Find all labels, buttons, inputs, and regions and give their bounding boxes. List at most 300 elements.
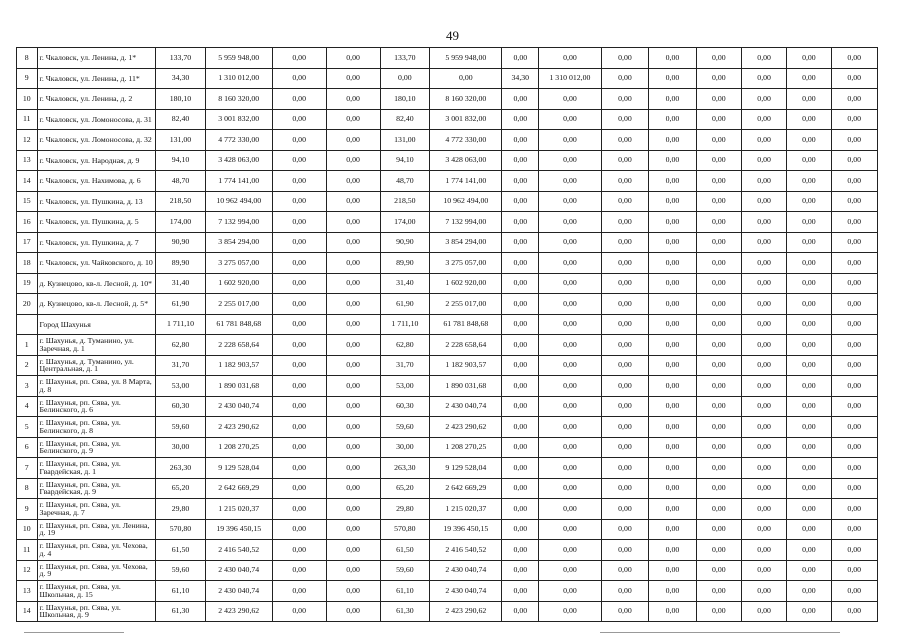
value-cell: 0,00 — [649, 150, 696, 171]
value-cell: 0,00 — [601, 130, 648, 151]
address-cell: г. Чкаловск, ул. Народная, д. 9 — [37, 150, 156, 171]
address-cell: г. Шахунья, рп. Сява, ул. Чехова, д. 4 — [37, 540, 156, 561]
value-cell: 61,30 — [380, 601, 430, 622]
value-cell: 0,00 — [380, 68, 430, 89]
value-cell: 0,00 — [649, 68, 696, 89]
value-cell: 0,00 — [787, 212, 831, 233]
value-cell: 0,00 — [601, 581, 648, 602]
row-number-cell: 9 — [17, 68, 38, 89]
value-cell: 82,40 — [380, 109, 430, 130]
table-row — [17, 171, 878, 192]
value-cell: 0,00 — [601, 560, 648, 581]
page-bottom-edge — [24, 632, 124, 633]
value-cell: 0,00 — [502, 376, 539, 397]
value-cell: 0,00 — [326, 232, 380, 253]
value-cell: 0,00 — [539, 581, 602, 602]
value-cell: 0,00 — [741, 437, 786, 458]
value-cell: 82,40 — [156, 109, 206, 130]
value-cell: 0,00 — [831, 150, 877, 171]
value-cell: 0,00 — [272, 601, 326, 622]
value-cell: 0,00 — [787, 232, 831, 253]
value-cell: 0,00 — [831, 499, 877, 520]
value-cell: 0,00 — [272, 314, 326, 335]
value-cell: 29,80 — [156, 499, 206, 520]
value-cell: 0,00 — [539, 150, 602, 171]
value-cell: 34,30 — [156, 68, 206, 89]
value-cell: 0,00 — [831, 560, 877, 581]
row-number-cell: 11 — [17, 540, 38, 561]
value-cell: 0,00 — [601, 437, 648, 458]
table-row — [17, 601, 878, 622]
table-row — [17, 499, 878, 520]
value-cell: 0,00 — [741, 150, 786, 171]
value-cell: 0,00 — [741, 335, 786, 356]
value-cell: 0,00 — [326, 212, 380, 233]
value-cell: 0,00 — [649, 335, 696, 356]
value-cell: 180,10 — [156, 89, 206, 110]
value-cell: 3 275 057,00 — [430, 253, 502, 274]
value-cell: 0,00 — [696, 68, 741, 89]
value-cell: 31,70 — [156, 355, 206, 376]
value-cell: 0,00 — [787, 48, 831, 69]
value-cell: 0,00 — [601, 48, 648, 69]
value-cell: 4 772 330,00 — [205, 130, 272, 151]
value-cell: 0,00 — [649, 191, 696, 212]
value-cell: 0,00 — [502, 89, 539, 110]
table-row — [17, 376, 878, 397]
value-cell: 0,00 — [272, 417, 326, 438]
value-cell: 0,00 — [326, 355, 380, 376]
value-cell: 0,00 — [649, 253, 696, 274]
value-cell: 0,00 — [787, 335, 831, 356]
value-cell: 0,00 — [326, 253, 380, 274]
value-cell: 0,00 — [539, 294, 602, 315]
value-cell: 31,40 — [380, 273, 430, 294]
value-cell: 0,00 — [741, 519, 786, 540]
value-cell: 0,00 — [502, 437, 539, 458]
address-cell: г. Шахунья, рп. Сява, ул. Белинского, д. 6 — [37, 396, 156, 417]
value-cell: 0,00 — [787, 519, 831, 540]
value-cell: 174,00 — [156, 212, 206, 233]
value-cell: 0,00 — [696, 253, 741, 274]
value-cell: 2 416 540,52 — [205, 540, 272, 561]
value-cell: 61,50 — [380, 540, 430, 561]
value-cell: 0,00 — [831, 232, 877, 253]
address-cell: г. Шахунья, рп. Сява, ул. Белинского, д. 8 — [37, 417, 156, 438]
value-cell: 0,00 — [502, 253, 539, 274]
value-cell: 0,00 — [741, 130, 786, 151]
value-cell: 0,00 — [649, 437, 696, 458]
value-cell: 2 416 540,52 — [430, 540, 502, 561]
value-cell: 0,00 — [539, 191, 602, 212]
value-cell: 0,00 — [601, 376, 648, 397]
value-cell: 0,00 — [649, 294, 696, 315]
value-cell: 0,00 — [741, 48, 786, 69]
value-cell: 59,60 — [156, 417, 206, 438]
value-cell: 0,00 — [787, 171, 831, 192]
table-row — [17, 130, 878, 151]
value-cell: 19 396 450,15 — [205, 519, 272, 540]
value-cell: 131,00 — [156, 130, 206, 151]
value-cell: 0,00 — [696, 109, 741, 130]
value-cell: 0,00 — [696, 396, 741, 417]
value-cell: 0,00 — [787, 89, 831, 110]
value-cell: 0,00 — [601, 601, 648, 622]
value-cell: 2 430 040,74 — [205, 560, 272, 581]
value-cell: 90,90 — [156, 232, 206, 253]
value-cell: 0,00 — [831, 396, 877, 417]
value-cell: 0,00 — [649, 417, 696, 438]
value-cell: 1 310 012,00 — [205, 68, 272, 89]
value-cell: 0,00 — [601, 478, 648, 499]
value-cell: 570,80 — [380, 519, 430, 540]
value-cell: 48,70 — [156, 171, 206, 192]
value-cell: 53,00 — [156, 376, 206, 397]
value-cell: 61,10 — [156, 581, 206, 602]
value-cell: 0,00 — [502, 396, 539, 417]
value-cell: 1 602 920,00 — [430, 273, 502, 294]
value-cell: 90,90 — [380, 232, 430, 253]
value-cell: 0,00 — [326, 519, 380, 540]
value-cell: 0,00 — [649, 314, 696, 335]
value-cell: 0,00 — [649, 273, 696, 294]
value-cell: 0,00 — [601, 89, 648, 110]
value-cell: 3 854 294,00 — [205, 232, 272, 253]
value-cell: 0,00 — [831, 355, 877, 376]
table-row — [17, 253, 878, 274]
value-cell: 0,00 — [272, 376, 326, 397]
value-cell: 180,10 — [380, 89, 430, 110]
value-cell: 0,00 — [696, 478, 741, 499]
value-cell: 0,00 — [326, 499, 380, 520]
value-cell: 0,00 — [696, 499, 741, 520]
row-number-cell: 13 — [17, 581, 38, 602]
page-bottom-edge — [600, 632, 840, 633]
value-cell: 0,00 — [539, 355, 602, 376]
value-cell: 0,00 — [272, 171, 326, 192]
value-cell: 0,00 — [326, 458, 380, 479]
value-cell: 1 182 903,57 — [205, 355, 272, 376]
value-cell: 0,00 — [326, 437, 380, 458]
value-cell: 0,00 — [601, 273, 648, 294]
table-row — [17, 540, 878, 561]
value-cell: 2 423 290,62 — [430, 417, 502, 438]
value-cell: 0,00 — [272, 396, 326, 417]
value-cell: 2 423 290,62 — [430, 601, 502, 622]
value-cell: 0,00 — [831, 191, 877, 212]
value-cell: 0,00 — [787, 458, 831, 479]
row-number-cell — [17, 314, 38, 335]
value-cell: 31,70 — [380, 355, 430, 376]
value-cell: 0,00 — [326, 601, 380, 622]
row-number-cell: 9 — [17, 499, 38, 520]
value-cell: 0,00 — [601, 396, 648, 417]
value-cell: 0,00 — [696, 89, 741, 110]
value-cell: 0,00 — [649, 478, 696, 499]
table-row — [17, 396, 878, 417]
table-row — [17, 478, 878, 499]
row-number-cell: 8 — [17, 478, 38, 499]
value-cell: 0,00 — [326, 314, 380, 335]
value-cell: 0,00 — [326, 191, 380, 212]
value-cell: 1 208 270,25 — [430, 437, 502, 458]
value-cell: 0,00 — [831, 212, 877, 233]
value-cell: 0,00 — [831, 478, 877, 499]
address-cell: г. Чкаловск, ул. Пушкина, д. 13 — [37, 191, 156, 212]
value-cell: 0,00 — [649, 601, 696, 622]
value-cell: 1 215 020,37 — [430, 499, 502, 520]
value-cell: 2 430 040,74 — [430, 581, 502, 602]
value-cell: 0,00 — [272, 212, 326, 233]
address-cell: г. Чкаловск, ул. Чайковского, д. 10 — [37, 253, 156, 274]
value-cell: 0,00 — [696, 335, 741, 356]
value-cell: 61,90 — [380, 294, 430, 315]
value-cell: 0,00 — [831, 68, 877, 89]
value-cell: 0,00 — [539, 519, 602, 540]
value-cell: 0,00 — [649, 232, 696, 253]
address-cell: г. Шахунья, рп. Сява, ул. Гвардейская, д. 9 — [37, 478, 156, 499]
value-cell: 1 208 270,25 — [205, 437, 272, 458]
row-number-cell: 7 — [17, 458, 38, 479]
value-cell: 0,00 — [741, 273, 786, 294]
value-cell: 0,00 — [272, 68, 326, 89]
page-number: 49 — [446, 28, 459, 43]
value-cell: 0,00 — [539, 232, 602, 253]
value-cell: 0,00 — [272, 335, 326, 356]
table-row — [17, 109, 878, 130]
value-cell: 0,00 — [787, 253, 831, 274]
value-cell: 0,00 — [326, 396, 380, 417]
table-row — [17, 273, 878, 294]
value-cell: 0,00 — [696, 581, 741, 602]
value-cell: 0,00 — [502, 560, 539, 581]
value-cell: 3 854 294,00 — [430, 232, 502, 253]
value-cell: 2 255 017,00 — [430, 294, 502, 315]
value-cell: 0,00 — [696, 519, 741, 540]
value-cell: 0,00 — [539, 314, 602, 335]
value-cell: 0,00 — [601, 314, 648, 335]
value-cell: 0,00 — [502, 130, 539, 151]
value-cell: 61,10 — [380, 581, 430, 602]
value-cell: 0,00 — [696, 540, 741, 561]
value-cell: 131,00 — [380, 130, 430, 151]
value-cell: 0,00 — [831, 109, 877, 130]
address-cell: г. Чкаловск, ул. Ленина, д. 11* — [37, 68, 156, 89]
value-cell: 0,00 — [696, 130, 741, 151]
value-cell: 0,00 — [601, 109, 648, 130]
value-cell: 60,30 — [380, 396, 430, 417]
address-cell: г. Шахунья, д. Туманино, ул. Центральная, д. 1 — [37, 355, 156, 376]
row-number-cell: 14 — [17, 601, 38, 622]
value-cell: 0,00 — [787, 499, 831, 520]
value-cell: 0,00 — [326, 68, 380, 89]
value-cell: 0,00 — [326, 581, 380, 602]
value-cell: 62,80 — [380, 335, 430, 356]
value-cell: 61,90 — [156, 294, 206, 315]
value-cell: 0,00 — [430, 68, 502, 89]
address-cell: г. Чкаловск, ул. Пушкина, д. 7 — [37, 232, 156, 253]
value-cell: 0,00 — [502, 458, 539, 479]
value-cell: 0,00 — [502, 355, 539, 376]
value-cell: 0,00 — [696, 171, 741, 192]
address-cell: д. Кузнецово, кв-л. Лесной, д. 10* — [37, 273, 156, 294]
value-cell: 0,00 — [831, 89, 877, 110]
value-cell: 0,00 — [502, 581, 539, 602]
value-cell: 0,00 — [601, 355, 648, 376]
value-cell: 0,00 — [649, 355, 696, 376]
value-cell: 0,00 — [649, 89, 696, 110]
value-cell: 0,00 — [787, 417, 831, 438]
value-cell: 7 132 994,00 — [430, 212, 502, 233]
value-cell: 0,00 — [502, 48, 539, 69]
value-cell: 59,60 — [380, 560, 430, 581]
value-cell: 0,00 — [601, 68, 648, 89]
value-cell: 7 132 994,00 — [205, 212, 272, 233]
value-cell: 3 428 063,00 — [205, 150, 272, 171]
row-number-cell: 11 — [17, 109, 38, 130]
row-number-cell: 10 — [17, 89, 38, 110]
value-cell: 174,00 — [380, 212, 430, 233]
value-cell: 0,00 — [539, 212, 602, 233]
value-cell: 0,00 — [831, 48, 877, 69]
value-cell: 2 430 040,74 — [205, 396, 272, 417]
value-cell: 59,60 — [380, 417, 430, 438]
value-cell: 0,00 — [787, 191, 831, 212]
value-cell: 0,00 — [741, 89, 786, 110]
value-cell: 0,00 — [741, 232, 786, 253]
table-row — [17, 191, 878, 212]
value-cell: 0,00 — [326, 540, 380, 561]
value-cell: 0,00 — [696, 232, 741, 253]
value-cell: 3 001 832,00 — [205, 109, 272, 130]
value-cell: 5 959 948,00 — [205, 48, 272, 69]
value-cell: 0,00 — [787, 150, 831, 171]
value-cell: 218,50 — [380, 191, 430, 212]
value-cell: 1 182 903,57 — [430, 355, 502, 376]
value-cell: 0,00 — [787, 376, 831, 397]
address-cell: г. Шахунья, рп. Сява, ул. Школьная, д. 9 — [37, 601, 156, 622]
value-cell: 10 962 494,00 — [430, 191, 502, 212]
value-cell: 0,00 — [787, 68, 831, 89]
row-number-cell: 4 — [17, 396, 38, 417]
value-cell: 1 310 012,00 — [539, 68, 602, 89]
value-cell: 0,00 — [787, 478, 831, 499]
table-row — [17, 68, 878, 89]
value-cell: 19 396 450,15 — [430, 519, 502, 540]
value-cell: 0,00 — [272, 355, 326, 376]
table-row — [17, 150, 878, 171]
value-cell: 0,00 — [696, 314, 741, 335]
value-cell: 0,00 — [696, 273, 741, 294]
value-cell: 10 962 494,00 — [205, 191, 272, 212]
value-cell: 0,00 — [601, 294, 648, 315]
table-row — [17, 417, 878, 438]
value-cell: 0,00 — [326, 150, 380, 171]
value-cell: 0,00 — [696, 294, 741, 315]
value-cell: 0,00 — [741, 499, 786, 520]
address-cell: г. Шахунья, д. Туманино, ул. Заречная, д. 1 — [37, 335, 156, 356]
value-cell: 0,00 — [272, 109, 326, 130]
value-cell: 0,00 — [539, 130, 602, 151]
table-row — [17, 581, 878, 602]
value-cell: 3 275 057,00 — [205, 253, 272, 274]
row-number-cell: 12 — [17, 130, 38, 151]
value-cell: 1 890 031,68 — [430, 376, 502, 397]
value-cell: 0,00 — [326, 130, 380, 151]
address-cell: г. Шахунья, рп. Сява, ул. Чехова, д. 9 — [37, 560, 156, 581]
address-cell: г. Чкаловск, ул. Пушкина, д. 5 — [37, 212, 156, 233]
value-cell: 0,00 — [649, 171, 696, 192]
value-cell: 94,10 — [380, 150, 430, 171]
value-cell: 0,00 — [601, 417, 648, 438]
value-cell: 0,00 — [601, 540, 648, 561]
value-cell: 0,00 — [649, 499, 696, 520]
address-cell: г. Чкаловск, ул. Ломоносова, д. 31 — [37, 109, 156, 130]
value-cell: 0,00 — [831, 581, 877, 602]
value-cell: 0,00 — [741, 171, 786, 192]
value-cell: 0,00 — [326, 109, 380, 130]
value-cell: 94,10 — [156, 150, 206, 171]
value-cell: 0,00 — [831, 540, 877, 561]
value-cell: 9 129 528,04 — [430, 458, 502, 479]
value-cell: 30,00 — [380, 437, 430, 458]
value-cell: 0,00 — [502, 314, 539, 335]
value-cell: 0,00 — [831, 294, 877, 315]
value-cell: 0,00 — [696, 437, 741, 458]
value-cell: 0,00 — [831, 519, 877, 540]
table-row — [17, 48, 878, 69]
value-cell: 0,00 — [272, 560, 326, 581]
value-cell: 0,00 — [272, 48, 326, 69]
value-cell: 0,00 — [502, 294, 539, 315]
value-cell: 0,00 — [831, 437, 877, 458]
row-number-cell: 6 — [17, 437, 38, 458]
value-cell: 3 001 832,00 — [430, 109, 502, 130]
value-cell: 0,00 — [741, 68, 786, 89]
value-cell: 0,00 — [272, 232, 326, 253]
value-cell: 0,00 — [649, 48, 696, 69]
value-cell: 0,00 — [272, 519, 326, 540]
value-cell: 0,00 — [326, 89, 380, 110]
value-cell: 2 642 669,29 — [205, 478, 272, 499]
value-cell: 0,00 — [539, 396, 602, 417]
subtotal-row — [17, 314, 878, 335]
table-row — [17, 355, 878, 376]
address-cell: г. Чкаловск, ул. Ленина, д. 2 — [37, 89, 156, 110]
value-cell: 0,00 — [272, 581, 326, 602]
value-cell: 0,00 — [787, 273, 831, 294]
value-cell: 0,00 — [502, 171, 539, 192]
table-row — [17, 560, 878, 581]
value-cell: 0,00 — [502, 601, 539, 622]
value-cell: 0,00 — [787, 294, 831, 315]
value-cell: 0,00 — [502, 109, 539, 130]
value-cell: 0,00 — [741, 294, 786, 315]
value-cell: 0,00 — [649, 560, 696, 581]
value-cell: 1 774 141,00 — [205, 171, 272, 192]
value-cell: 0,00 — [601, 232, 648, 253]
value-cell: 0,00 — [831, 335, 877, 356]
row-number-cell: 15 — [17, 191, 38, 212]
value-cell: 0,00 — [741, 417, 786, 438]
value-cell: 0,00 — [539, 601, 602, 622]
value-cell: 1 215 020,37 — [205, 499, 272, 520]
value-cell: 2 430 040,74 — [430, 560, 502, 581]
value-cell: 0,00 — [326, 376, 380, 397]
value-cell: 1 890 031,68 — [205, 376, 272, 397]
row-number-cell: 18 — [17, 253, 38, 274]
value-cell: 0,00 — [649, 540, 696, 561]
